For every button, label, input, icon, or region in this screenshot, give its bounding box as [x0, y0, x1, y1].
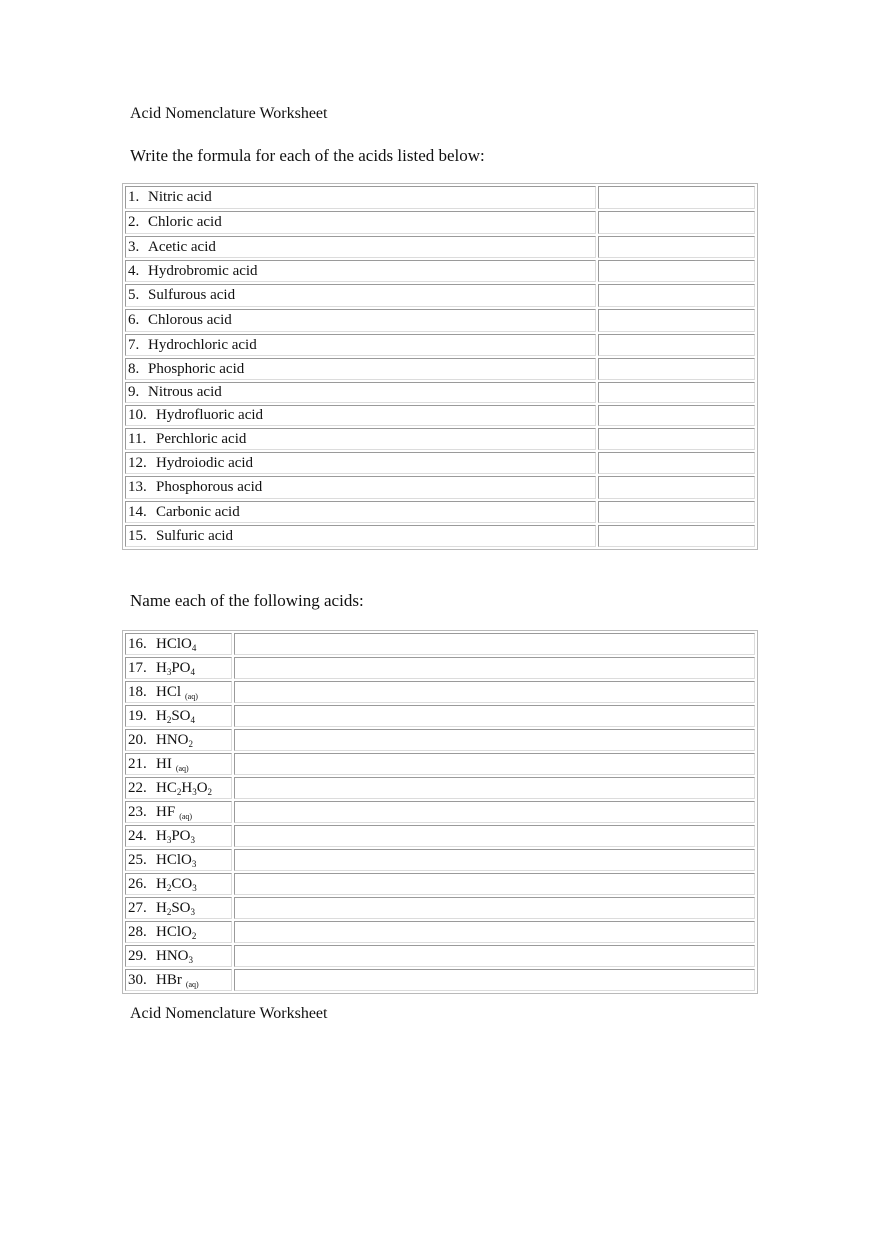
formula-text: HNO [156, 731, 189, 748]
formula-answer-cell[interactable] [598, 476, 755, 499]
item-number: 8. [128, 360, 140, 377]
formula-subscript: 3 [188, 954, 193, 965]
formula-text: H [156, 707, 167, 724]
name-row [125, 705, 755, 727]
formula-cell [125, 633, 232, 655]
item-number: 21. [128, 755, 147, 772]
item-number: 3. [128, 238, 140, 255]
acid-name-cell [125, 358, 596, 380]
name-table [122, 630, 758, 994]
name-answer-cell[interactable] [234, 753, 755, 775]
formula-row [125, 358, 755, 380]
chemical-formula [156, 780, 212, 796]
name-answer-cell[interactable] [234, 657, 755, 679]
formula-answer-cell[interactable] [598, 309, 755, 332]
name-answer-cell[interactable] [234, 777, 755, 799]
formula-subscript: 2 [166, 714, 172, 725]
formula-text: H [181, 779, 193, 796]
formula-subscript: 2 [166, 906, 172, 917]
acid-name: Sulfuric acid [156, 527, 234, 544]
formula-row [125, 405, 755, 426]
item-number: 26. [128, 875, 147, 892]
item-number: 6. [128, 312, 140, 328]
item-number: 15. [128, 527, 147, 544]
formula-cell [125, 849, 232, 871]
chemical-formula [156, 900, 195, 916]
name-row [125, 801, 755, 823]
name-row [125, 633, 755, 655]
chemical-formula [156, 684, 198, 700]
item-number: 11. [128, 430, 147, 447]
aqueous-state-label: (aq) [185, 979, 199, 989]
formula-answer-cell[interactable] [598, 428, 755, 450]
acid-name-cell [125, 452, 596, 474]
formula-subscript: 2 [166, 882, 172, 893]
formula-row [125, 452, 755, 474]
formula-answer-cell[interactable] [598, 405, 755, 426]
formula-subscript: 2 [188, 738, 193, 749]
item-number: 29. [128, 947, 147, 964]
formula-subscript: 3 [192, 786, 197, 797]
chemical-formula [156, 732, 193, 748]
formula-answer-cell[interactable] [598, 452, 755, 474]
item-number: 27. [128, 899, 147, 916]
chemical-formula [156, 852, 196, 868]
acid-name-cell [125, 260, 596, 282]
formula-cell [125, 969, 232, 991]
acid-name: Chlorous acid [148, 312, 232, 328]
aqueous-state-label: (aq) [175, 763, 189, 773]
section2-instructions: Name each of the following acids: [130, 591, 364, 610]
chemical-formula [156, 804, 192, 820]
item-number: 14. [128, 503, 147, 520]
acid-name-cell [125, 309, 596, 332]
name-answer-cell[interactable] [234, 729, 755, 751]
chemical-formula [156, 924, 196, 940]
item-number: 7. [128, 336, 140, 353]
acid-name-cell [125, 236, 596, 258]
name-answer-cell[interactable] [234, 681, 755, 703]
acid-name-cell [125, 405, 596, 426]
formula-cell [125, 681, 232, 703]
item-number: 24. [128, 827, 147, 844]
acid-name: Perchloric acid [156, 430, 247, 447]
formula-text: PO [171, 659, 191, 676]
formula-subscript: 2 [191, 930, 197, 941]
formula-answer-cell[interactable] [598, 382, 755, 403]
name-row [125, 945, 755, 967]
acid-name: Hydrofluoric acid [156, 407, 264, 423]
formula-text: CO [171, 875, 193, 892]
acid-name: Chloric acid [148, 214, 222, 230]
section1-instructions: Write the formula for each of the acids listed below: [130, 146, 485, 165]
footer-title: Acid Nomenclature Worksheet [130, 1005, 328, 1022]
formula-answer-cell[interactable] [598, 525, 755, 547]
name-answer-cell[interactable] [234, 633, 755, 655]
item-number: 23. [128, 803, 147, 820]
name-answer-cell[interactable] [234, 849, 755, 871]
formula-answer-cell[interactable] [598, 284, 755, 307]
formula-text: HF [156, 803, 176, 820]
formula-cell [125, 657, 232, 679]
item-number: 1. [128, 189, 140, 205]
formula-row [125, 525, 755, 547]
acid-name: Hydrobromic acid [148, 262, 258, 279]
formula-text: SO [171, 707, 191, 724]
formula-text: HCl [156, 683, 182, 700]
chemical-formula [156, 756, 189, 772]
item-number: 17. [128, 659, 147, 676]
formula-subscript: 4 [190, 666, 196, 677]
formula-subscript: 2 [176, 786, 182, 797]
formula-row [125, 236, 755, 258]
acid-name-cell [125, 211, 596, 234]
formula-row [125, 260, 755, 282]
formula-row [125, 428, 755, 450]
formula-text: SO [171, 899, 191, 916]
item-number: 5. [128, 287, 140, 303]
formula-answer-cell[interactable] [598, 358, 755, 380]
acid-name: Hydroiodic acid [156, 454, 254, 471]
item-number: 19. [128, 707, 147, 724]
acid-name-cell [125, 284, 596, 307]
formula-subscript: 3 [191, 858, 197, 869]
item-number: 2. [128, 214, 140, 230]
formula-row [125, 334, 755, 356]
name-answer-cell[interactable] [234, 801, 755, 823]
name-answer-cell[interactable] [234, 969, 755, 991]
acid-name: Acetic acid [148, 238, 216, 255]
chemical-formula [156, 636, 196, 652]
formula-text: O [196, 779, 208, 796]
name-row [125, 849, 755, 871]
formula-text: HClO [156, 851, 192, 868]
name-row [125, 921, 755, 943]
formula-answer-cell[interactable] [598, 186, 755, 209]
formula-text: HC [156, 779, 177, 796]
acid-name: Sulfurous acid [148, 287, 236, 303]
formula-subscript: 3 [192, 882, 197, 893]
formula-text: H [156, 659, 167, 676]
formula-cell [125, 801, 232, 823]
item-number: 13. [128, 479, 147, 495]
name-row [125, 657, 755, 679]
acid-name: Hydrochloric acid [148, 336, 257, 353]
chemical-formula [156, 708, 195, 724]
formula-text: HI [156, 755, 172, 772]
name-row [125, 753, 755, 775]
formula-subscript: 4 [191, 642, 197, 653]
item-number: 28. [128, 923, 147, 940]
formula-cell [125, 873, 232, 895]
formula-row [125, 186, 755, 209]
formula-cell [125, 921, 232, 943]
acid-name: Nitric acid [148, 189, 212, 205]
item-number: 18. [128, 683, 147, 700]
formula-cell [125, 897, 232, 919]
formula-row [125, 501, 755, 523]
name-row [125, 777, 755, 799]
acid-name-cell [125, 382, 596, 403]
name-answer-cell[interactable] [234, 897, 755, 919]
name-answer-cell[interactable] [234, 945, 755, 967]
page-title: Acid Nomenclature Worksheet [130, 105, 328, 122]
item-number: 25. [128, 851, 147, 868]
formula-cell [125, 705, 232, 727]
formula-subscript: 3 [166, 666, 172, 677]
name-answer-cell[interactable] [234, 705, 755, 727]
formula-row [125, 211, 755, 234]
item-number: 30. [128, 971, 147, 988]
acid-name-cell [125, 334, 596, 356]
item-number: 10. [128, 407, 147, 423]
formula-text: HBr [156, 971, 182, 988]
formula-subscript: 3 [190, 906, 196, 917]
acid-name: Phosphoric acid [148, 360, 245, 377]
name-answer-cell[interactable] [234, 825, 755, 847]
name-row [125, 681, 755, 703]
formula-cell [125, 753, 232, 775]
acid-name-cell [125, 428, 596, 450]
formula-row [125, 309, 755, 332]
chemical-formula [156, 660, 195, 676]
formula-row [125, 476, 755, 499]
formula-text: HNO [156, 947, 189, 964]
acid-name-cell [125, 525, 596, 547]
item-number: 16. [128, 635, 147, 652]
formula-table [122, 183, 758, 550]
formula-text: H [156, 875, 167, 892]
item-number: 9. [128, 384, 140, 400]
formula-text: H [156, 899, 167, 916]
name-answer-cell[interactable] [234, 921, 755, 943]
aqueous-state-label: (aq) [185, 691, 198, 701]
acid-name: Phosphorous acid [156, 479, 263, 495]
formula-answer-cell[interactable] [598, 236, 755, 258]
formula-subscript: 3 [166, 834, 172, 845]
acid-name: Nitrous acid [148, 384, 222, 400]
formula-cell [125, 825, 232, 847]
formula-answer-cell[interactable] [598, 334, 755, 356]
name-row [125, 897, 755, 919]
name-row [125, 729, 755, 751]
formula-text: HClO [156, 923, 192, 940]
item-number: 20. [128, 731, 147, 748]
acid-name: Carbonic acid [156, 503, 240, 520]
acid-name-cell [125, 501, 596, 523]
formula-text: PO [171, 827, 191, 844]
formula-row [125, 284, 755, 307]
chemical-formula [156, 972, 199, 988]
formula-text: HClO [156, 635, 192, 652]
formula-row [125, 382, 755, 403]
chemical-formula [156, 948, 193, 964]
formula-cell [125, 945, 232, 967]
aqueous-state-label: (aq) [179, 811, 193, 821]
formula-answer-cell[interactable] [598, 211, 755, 234]
chemical-formula [156, 828, 195, 844]
formula-cell [125, 777, 232, 799]
formula-cell [125, 729, 232, 751]
name-row [125, 873, 755, 895]
item-number: 22. [128, 779, 147, 796]
item-number: 4. [128, 262, 140, 279]
acid-name-cell [125, 186, 596, 209]
formula-text: H [156, 827, 167, 844]
formula-subscript: 4 [190, 714, 196, 725]
name-row [125, 825, 755, 847]
item-number: 12. [128, 454, 147, 471]
formula-subscript: 3 [190, 834, 196, 845]
formula-subscript: 2 [207, 786, 213, 797]
formula-answer-cell[interactable] [598, 501, 755, 523]
chemical-formula [156, 876, 197, 892]
formula-answer-cell[interactable] [598, 260, 755, 282]
acid-name-cell [125, 476, 596, 499]
name-row [125, 969, 755, 991]
name-answer-cell[interactable] [234, 873, 755, 895]
